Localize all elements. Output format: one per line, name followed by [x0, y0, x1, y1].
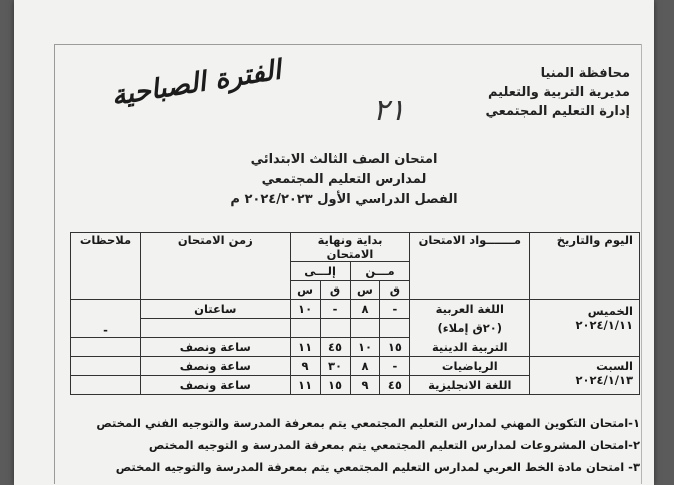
footnote-projects: ٢-امتحان المشروعات لمدارس التعليم المجتمعي يتم بمعرفة المدرسة و التوجيه المختص [148, 438, 640, 452]
to-min-cell: - [320, 300, 350, 319]
day-date-cell [530, 357, 640, 395]
subject-cell: اللغة العربية [410, 300, 530, 319]
from-min-cell: ١٥ [380, 338, 410, 357]
header-directorate: مديرية التربية والتعليم [487, 85, 630, 100]
header-administration: إدارة التعليم المجتمعي [485, 104, 630, 119]
footnote-vocational: ١-امتحان التكوين المهني لمدارس التعليم المجتمعي يتم بمعرفة المدرسة والتوجيه الفني المختص [96, 416, 640, 430]
to-hour-cell: ٩ [290, 357, 320, 376]
col-header-to-min: ق [320, 281, 350, 300]
col-header-to: إلـــى [290, 262, 350, 281]
col-header-day-date: اليوم والتاريخ [530, 233, 640, 300]
notes-cell: - [71, 300, 141, 338]
subject-cell: التربية الدينية [410, 338, 530, 357]
subject-cell: اللغة الانجليزية [410, 376, 530, 395]
subject-cell: الرياضيات [410, 357, 530, 376]
handwritten-number [364, 88, 414, 130]
paper-edge [54, 44, 642, 45]
duration-cell: ساعة ونصف [140, 376, 290, 395]
from-min-cell [380, 319, 410, 338]
notes-cell [71, 338, 141, 357]
subject-cell: (٢٠ق إملاء) [410, 319, 530, 338]
table-row [71, 300, 640, 319]
directorate-header [450, 64, 630, 121]
col-header-to-hour: س [290, 281, 320, 300]
from-min-cell: ٤٥ [380, 376, 410, 395]
to-hour-cell [290, 319, 320, 338]
to-min-cell [320, 319, 350, 338]
from-min-cell: - [380, 300, 410, 319]
col-header-notes: ملاحظات [71, 233, 141, 300]
col-header-from: مـــن [350, 262, 410, 281]
to-hour-cell: ١١ [290, 338, 320, 357]
col-header-from-hour: س [350, 281, 380, 300]
exam-schedule-sheet [14, 0, 654, 485]
exam-title-schools: لمدارس التعليم المجتمعي [261, 172, 427, 187]
footnotes [20, 412, 640, 478]
from-hour-cell: ٩ [350, 376, 380, 395]
from-hour-cell: ٨ [350, 357, 380, 376]
duration-cell [140, 319, 290, 338]
table-row [71, 357, 640, 376]
notes-cell [71, 376, 141, 395]
from-hour-cell: ١٠ [350, 338, 380, 357]
to-min-cell: ٣٠ [320, 357, 350, 376]
date-label: ٢٠٢٤/١/١٣ [575, 373, 633, 387]
col-header-from-min: ق [380, 281, 410, 300]
to-min-cell: ٤٥ [320, 338, 350, 357]
duration-cell: ساعة ونصف [140, 338, 290, 357]
day-label: الخميس [587, 304, 633, 318]
from-hour-cell: ٨ [350, 300, 380, 319]
exam-schedule-table [70, 232, 640, 395]
exam-title-grade: امتحان الصف الثالث الابتدائي [250, 152, 438, 167]
handwritten-number-text: ٢١ [372, 93, 406, 128]
col-header-duration: زمن الامتحان [140, 233, 290, 300]
exam-title-block [194, 150, 494, 210]
col-header-start-end: بداية ونهاية الامتحان [290, 233, 410, 262]
handwritten-title [72, 46, 292, 128]
to-hour-cell: ١٠ [290, 300, 320, 319]
to-min-cell: ١٥ [320, 376, 350, 395]
date-label: ٢٠٢٤/١/١١ [575, 318, 633, 332]
duration-cell: ساعة ونصف [140, 357, 290, 376]
col-header-subjects: مـــــــواد الامتحان [410, 233, 530, 300]
day-date-cell [530, 300, 640, 357]
to-hour-cell: ١١ [290, 376, 320, 395]
from-hour-cell [350, 319, 380, 338]
duration-cell: ساعتان [140, 300, 290, 319]
from-min-cell: - [380, 357, 410, 376]
notes-cell [71, 357, 141, 376]
handwritten-title-text: الفترة الصباحية [109, 54, 283, 112]
exam-title-term: الفصل الدراسي الأول ٢٠٢٤/٢٠٢٣ م [230, 192, 458, 207]
footnote-calligraphy: ٣- امتحان مادة الخط العربي لمدارس التعليم المجتمعي يتم بمعرفة المدرسة والتوجيه المختص [115, 460, 640, 474]
header-governorate: محافظة المنيا [540, 66, 630, 81]
day-label: السبت [596, 359, 633, 373]
